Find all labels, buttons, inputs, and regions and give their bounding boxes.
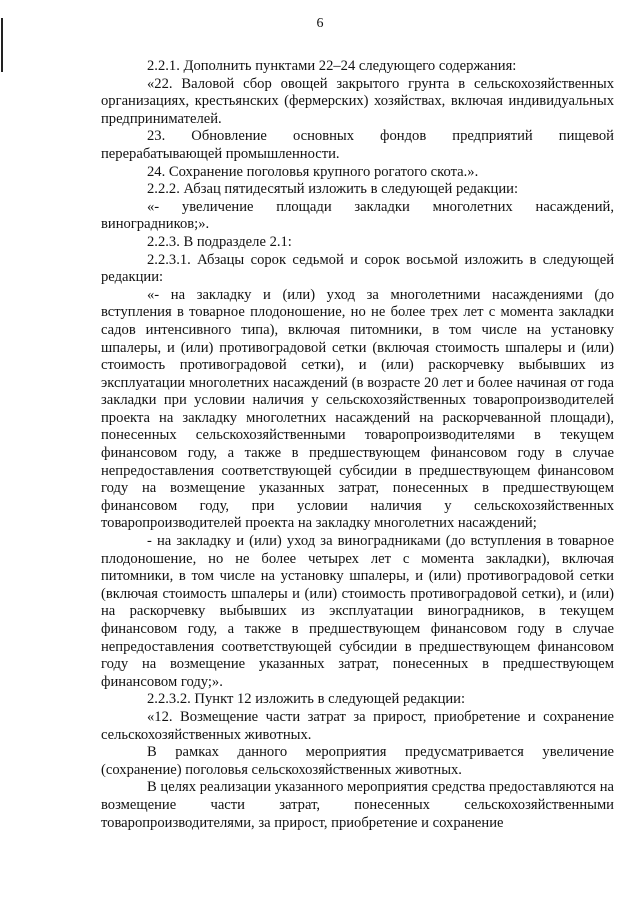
paragraph-funding-purpose: В целях реализации указанного мероприятия средства предоставляются на возмещение части затрат, понесенных сельскохозяйственными товаропроизводителями, за прирост, приобретение и сохранение [101, 779, 614, 831]
document-body [101, 58, 614, 832]
paragraph-perennial-plantings: «- на закладку и (или) уход за многолетними насаждениями (до вступления в товарное плодоношение, но не более трех лет с момента закладки садов интенсивного типа), включая питомники, в том числе на установку шпалеры, и (или) противоградовой сетки (включая стоимость шпалеры и (или) стоимость противоградовой сетки), и (или) раскорчевку выбывших из эксплуатации многолетних насаждений (в возрасте 20 лет и более начиная от года закладки при условии наличия у сельскохозяйственных товаропроизводителей проекта на закладку многолетних насаждений на раскорчеванной площади), понесенных сельскохозяйственными товаропроизводителями в текущем финансовом году, а также в предшествующем финансовом году в случае непредоставления соответствующей субсидии в предшествующем финансовом году на возмещение указанных затрат, понесенных в предшествующем финансовом году, при условии наличия у сельскохозяйственных товаропроизводителей проекта на закладку многолетних насаждений; [101, 286, 614, 532]
paragraph-livestock-increase: В рамках данного мероприятия предусматривается увеличение (сохранение) поголовья сельскохозяйственных животных. [101, 744, 614, 778]
paragraph-planting-area: «- увеличение площади закладки многолетних насаждений, виноградников;». [101, 198, 614, 233]
page-number: 6 [316, 16, 324, 31]
paragraph-item-24: 24. Сохранение поголовья крупного рогатого скота.». [147, 163, 479, 180]
paragraph-item-22: «22. Валовой сбор овощей закрытого грунта в сельскохозяйственных организациях, крестьянских (фермерских) хозяйствах, включая индивидуальных предпринимателей. [101, 75, 614, 127]
paragraph-2-2-3: 2.2.3. В подразделе 2.1: [147, 233, 292, 250]
paragraph-2-2-3-1: 2.2.3.1. Абзацы сорок седьмой и сорок восьмой изложить в следующей редакции: [101, 251, 614, 286]
paragraph-item-23: 23. Обновление основных фондов предприятий пищевой перерабатывающей промышленности. [101, 128, 614, 162]
paragraph-item-12: «12. Возмещение части затрат за прирост, приобретение и сохранение сельскохозяйственных животных. [101, 708, 614, 743]
paragraph-2-2-3-2: 2.2.3.2. Пункт 12 изложить в следующей редакции: [147, 691, 466, 708]
paragraph-2-2-1: 2.2.1. Дополнить пунктами 22–24 следующего содержания: [147, 58, 517, 74]
paragraph-2-2-2: 2.2.2. Абзац пятидесятый изложить в следующей редакции: [147, 181, 519, 198]
paragraph-vineyards: - на закладку и (или) уход за виноградниками (до вступления в товарное плодоношение, но не более четырех лет с момента закладки), включая питомники, в том числе на установку шпалеры, и (или) противоградовой сетки (включая стоимость шпалеры и (или) стоимость противоградовой сетки), и (или) на раскорчевку выбывших из эксплуатации виноградников, в текущем финансовом году, а также в предшествующем финансовом году в случае непредоставления соответствующей субсидии в предшествующем финансовом году на возмещение указанных затрат, понесенных в предшествующем финансовом году;». [101, 533, 614, 690]
